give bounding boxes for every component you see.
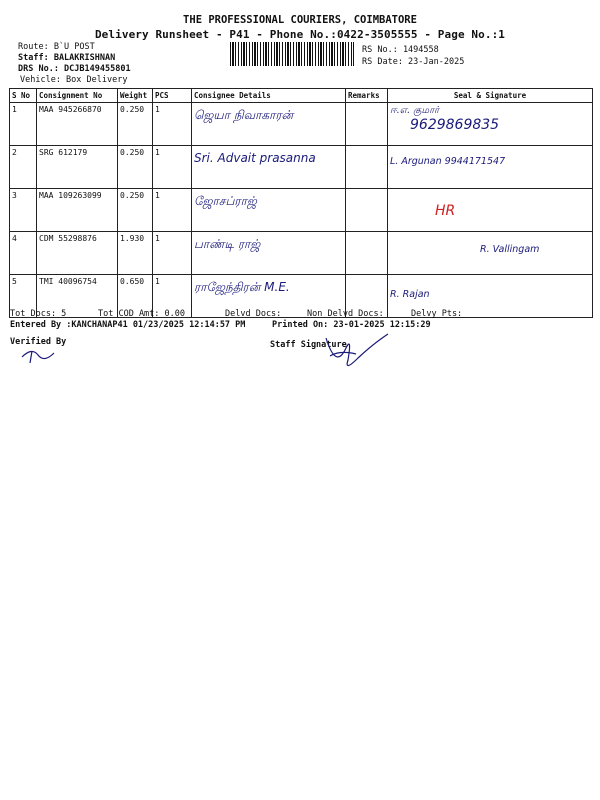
cell-remarks	[346, 103, 388, 146]
cell-sno: 2	[10, 146, 37, 189]
consignee-handwriting: ராஜேந்திரன் M.E.	[194, 280, 290, 294]
cell-signature	[388, 146, 593, 189]
runsheet-table	[9, 88, 593, 318]
cell-signature	[388, 232, 593, 275]
signature-handwriting: R. Vallingam	[480, 244, 540, 255]
signature-handwriting: ஈ.எ. குமார்	[390, 105, 440, 116]
table-row	[10, 189, 593, 232]
route-label: Route: B`U POST	[18, 42, 95, 52]
cell-consignee	[192, 146, 346, 189]
consignee-handwriting: ஜோசப்ராஜ்	[194, 194, 257, 208]
table-row	[10, 146, 593, 189]
cell-weight: 0.250	[118, 189, 153, 232]
barcode	[230, 42, 354, 66]
drs-number: DRS No.: DCJB149455801	[18, 64, 131, 74]
consignee-handwriting: ஜெயா நிவாகாரன்	[194, 108, 294, 122]
signature-handwriting: L. Argunan 9944171547	[390, 156, 506, 167]
cell-pcs: 1	[153, 103, 192, 146]
cell-weight: 0.250	[118, 146, 153, 189]
company-title: THE PROFESSIONAL COURIERS, COIMBATORE	[183, 14, 417, 26]
printed-on: Printed On: 23-01-2025 12:15:29	[272, 320, 431, 330]
non-delivered-docs: Non Delvd Docs:	[307, 309, 384, 319]
consignee-handwriting: Sri. Advait prasanna	[194, 151, 316, 165]
cell-signature	[388, 189, 593, 232]
vehicle-label: Vehicle: Box Delivery	[20, 75, 128, 85]
staff-signature-mark	[318, 330, 393, 375]
verified-by-label: Verified By	[10, 337, 67, 347]
cell-consignment: MAA 109263099	[37, 189, 118, 232]
col-header-weight: Weight	[118, 89, 153, 103]
cell-consignment: SRG 612179	[37, 146, 118, 189]
staff-label: Staff: BALAKRISHNAN	[18, 53, 116, 63]
table-header-row	[10, 89, 593, 103]
cell-remarks	[346, 189, 388, 232]
col-header-consignment: Consignment No	[37, 89, 118, 103]
delivered-docs: Delvd Docs:	[225, 309, 282, 319]
staff-signature-label: Staff Signature	[270, 340, 347, 350]
cell-weight: 1.930	[118, 232, 153, 275]
rs-date: RS Date: 23-Jan-2025	[362, 57, 465, 67]
cell-consignee	[192, 103, 346, 146]
cell-consignment: MAA 945266870	[37, 103, 118, 146]
signature-phone: 9629869835	[410, 117, 500, 133]
col-header-pcs: PCS	[153, 89, 192, 103]
runsheet-subtitle: Delivery Runsheet - P41 - Phone No.:0422-3505555 - Page No.:1	[94, 28, 506, 41]
cell-weight: 0.650	[118, 275, 153, 318]
cell-weight: 0.250	[118, 103, 153, 146]
cell-pcs: 1	[153, 275, 192, 318]
cell-sno: 3	[10, 189, 37, 232]
cell-consignee	[192, 232, 346, 275]
cell-sno: 4	[10, 232, 37, 275]
signature-initials: HR	[435, 203, 456, 219]
cell-consignment: CDM 55298876	[37, 232, 118, 275]
cell-pcs: 1	[153, 189, 192, 232]
cell-signature	[388, 103, 593, 146]
total-cod-amount: Tot COD Amt: 0.00	[98, 309, 185, 319]
col-header-signature: Seal & Signature	[388, 89, 593, 103]
cell-consignment: TMI 40096754	[37, 275, 118, 318]
delivery-points: Delvy Pts:	[411, 309, 463, 319]
verifier-signature-mark	[18, 345, 58, 365]
cell-consignee	[192, 189, 346, 232]
cell-remarks	[346, 232, 388, 275]
cell-sno: 1	[10, 103, 37, 146]
table-row	[10, 275, 593, 318]
entered-by: Entered By :KANCHANAP41 01/23/2025 12:14:57 PM	[10, 320, 246, 330]
signature-handwriting: R. Rajan	[390, 289, 430, 300]
cell-pcs: 1	[153, 232, 192, 275]
table-row	[10, 232, 593, 275]
total-docs: Tot Docs: 5	[10, 309, 67, 319]
consignee-handwriting: பாண்டி ராஜ்	[194, 237, 261, 251]
cell-remarks	[346, 146, 388, 189]
cell-pcs: 1	[153, 146, 192, 189]
table-row	[10, 103, 593, 146]
rs-number: RS No.: 1494558	[362, 45, 439, 55]
col-header-sno: S No	[10, 89, 37, 103]
cell-sno: 5	[10, 275, 37, 318]
col-header-remarks: Remarks	[346, 89, 388, 103]
col-header-consignee: Consignee Details	[192, 89, 346, 103]
